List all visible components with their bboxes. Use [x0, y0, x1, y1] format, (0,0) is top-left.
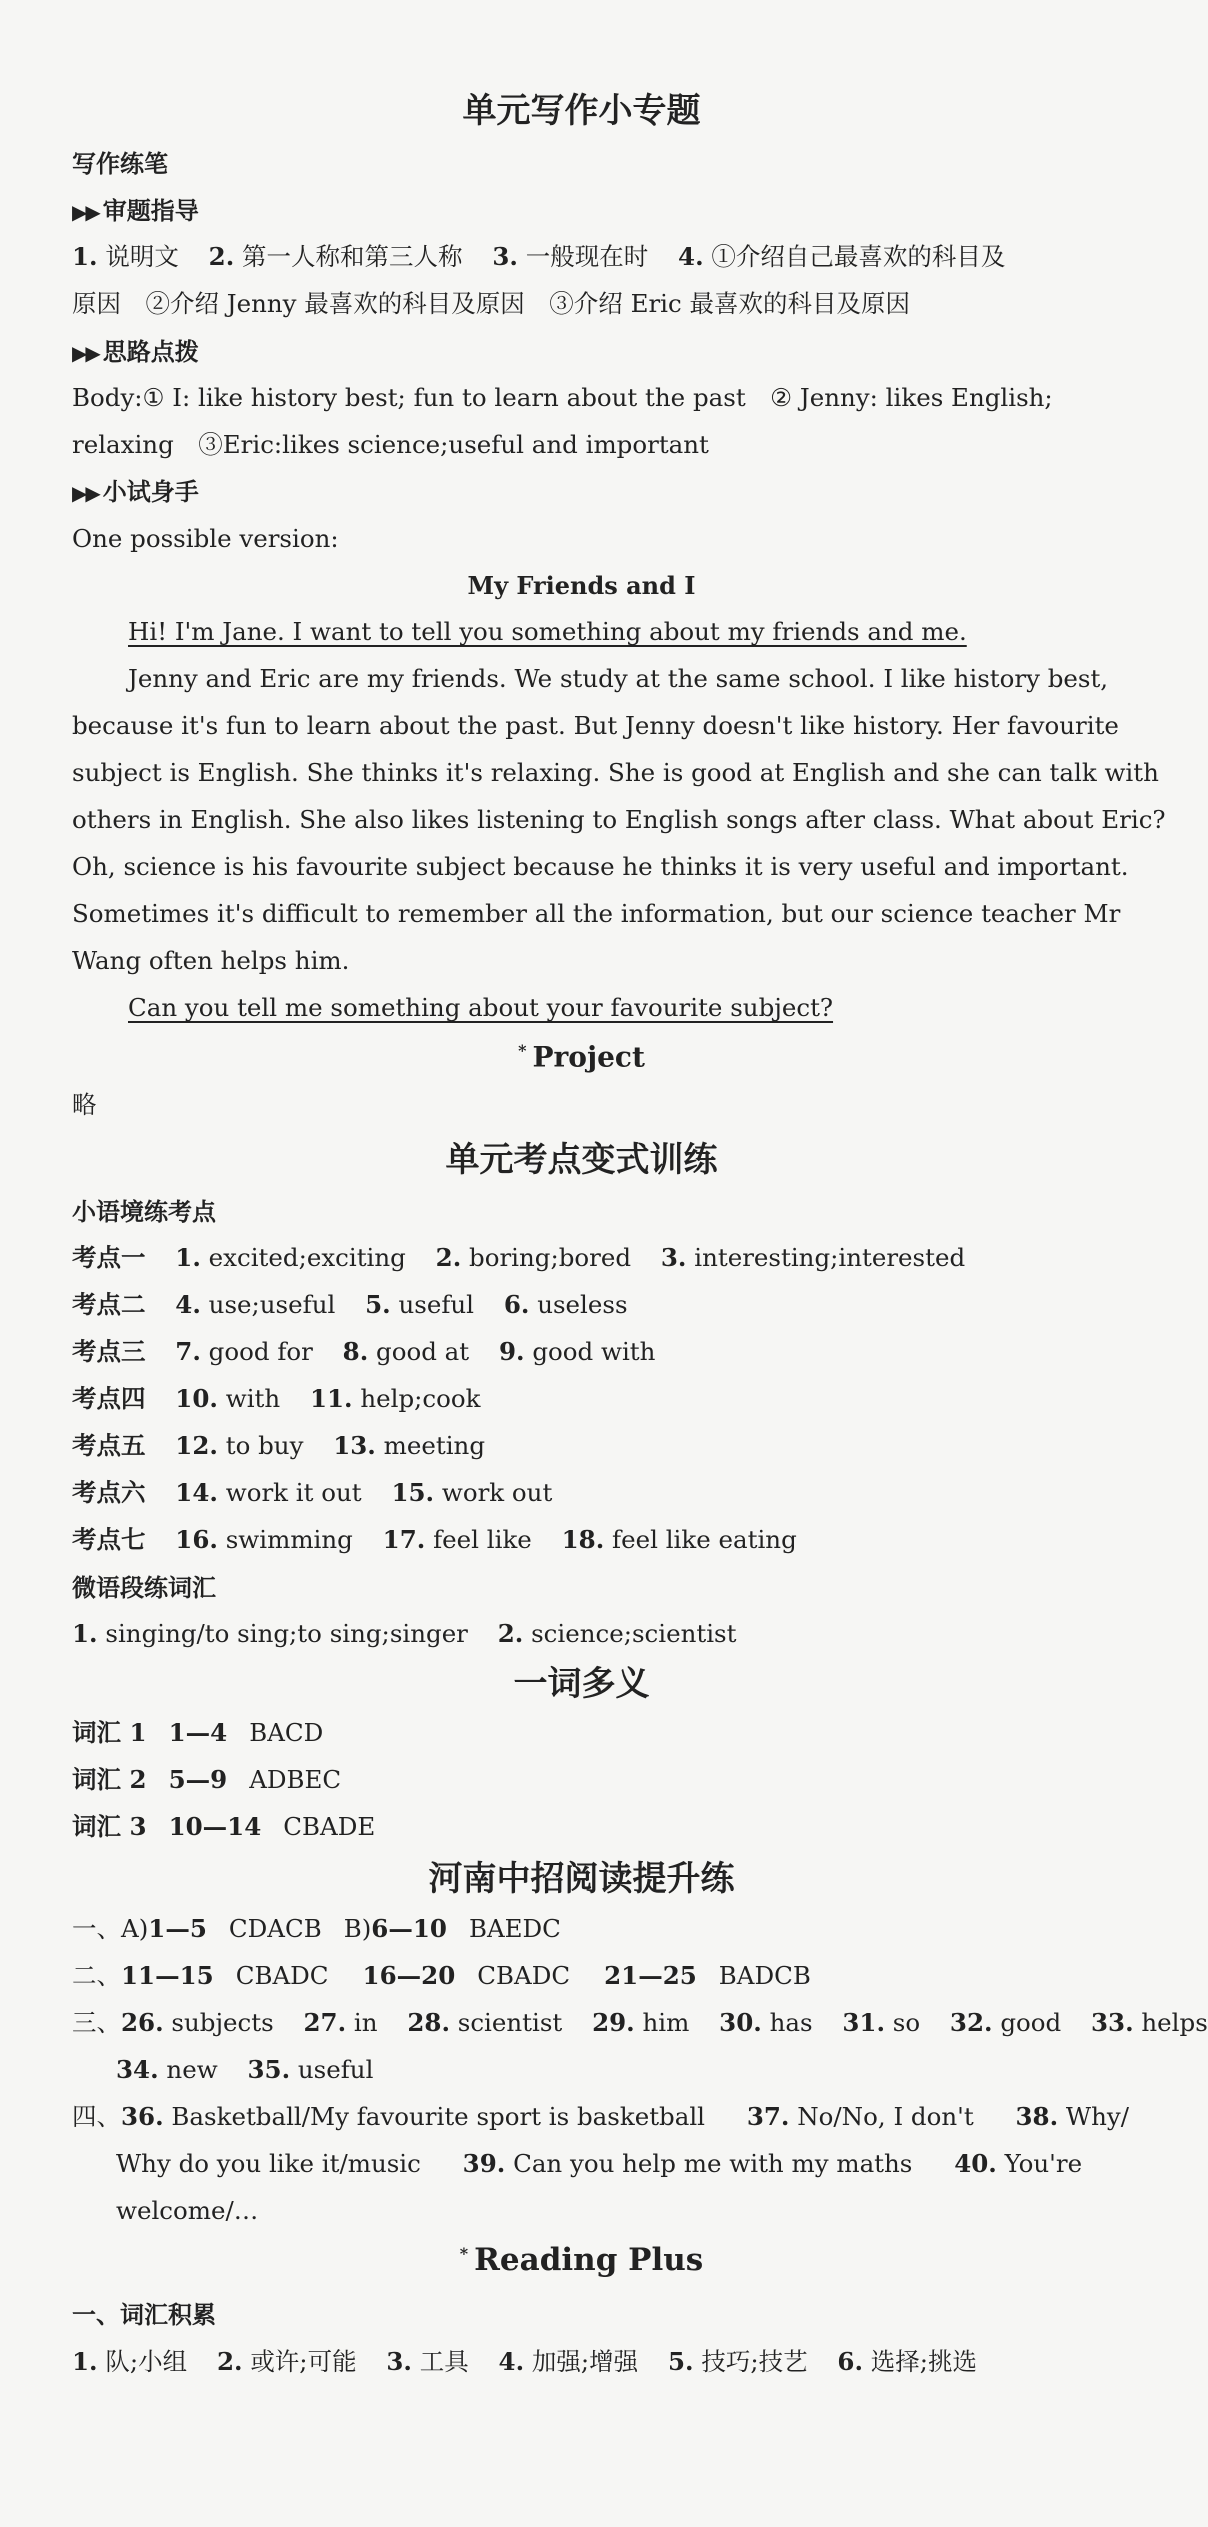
essay-title: My Friends and I — [467, 571, 696, 600]
essay-paragraph-3: Can you tell me something about your favourite subject? — [128, 993, 834, 1022]
ideas-line-1: Body:① I: like history best; fun to learn about the past ② Jenny: likes English; — [72, 383, 1053, 412]
test-point-row: 考点五 12. to buy 13. meeting — [72, 1431, 485, 1460]
section-title-polysemy: 一词多义 — [513, 1664, 650, 1704]
henan-row-4-end: welcome/… — [116, 2196, 259, 2225]
ideas-line-2: relaxing ③Eric:likes science;useful and important — [72, 430, 709, 459]
test-point-row: 考点六 14. work it out 15. work out — [72, 1478, 553, 1507]
henan-row-4: 四、36. Basketball/My favourite sport is basketball 37. No/No, I don't 38. Why/ — [72, 2102, 1129, 2131]
henan-row-3-cont: 34. new 35. useful — [116, 2055, 374, 2084]
analysis-line-2: 原因 ②介绍 Jenny 最喜欢的科目及原因 ③介绍 Eric 最喜欢的科目及原因 — [72, 289, 911, 318]
triangle-arrow-icon: ▶▶ — [72, 200, 99, 224]
essay-paragraph-1: Hi! I'm Jane. I want to tell you something about my friends and me. — [128, 617, 967, 646]
test-point-row: 考点三 7. good for 8. good at 9. good with — [72, 1337, 656, 1366]
triangle-arrow-icon: ▶▶ — [72, 341, 99, 365]
essay-intro: One possible version: — [72, 524, 339, 553]
henan-row-2: 二、11—15 CBADC 16—20 CBADC 21—25 BADCB — [72, 1961, 811, 1990]
reading-plus-answers: 1. 队;小组 2. 或许;可能 3. 工具 4. 加强;增强 5. 技巧;技艺 6. 选择;挑选 — [72, 2347, 978, 2376]
test-point-row: 考点四 10. with 11. help;cook — [72, 1384, 481, 1413]
henan-row-4-cont: Why do you like it/music 39. Can you help me with my maths 40. You're — [116, 2149, 1083, 2178]
essay-p2-line: subject is English. She thinks it's relaxing. She is good at English and she can talk with — [72, 758, 1159, 787]
vocab-answers: 1. singing/to sing;to sing;singer 2. science;scientist — [72, 1619, 737, 1648]
subheading-try: ▶▶ 小试身手 — [72, 477, 199, 506]
essay-p2-line: because it's fun to learn about the past. But Jenny doesn't like history. Her favourite — [72, 711, 1119, 740]
henan-row-3: 三、26. subjects 27. in 28. scientist 29. him 30. has 31. so 32. good 33. helps — [72, 2008, 1208, 2037]
subheading-vocab-accumulation: 一、词汇积累 — [72, 2300, 216, 2329]
triangle-arrow-icon: ▶▶ — [72, 481, 99, 505]
project-content: 略 — [72, 1090, 97, 1119]
subheading-vocab: 微语段练词汇 — [72, 1573, 216, 1602]
test-point-row: 考点二 4. use;useful 5. useful 6. useless — [72, 1290, 628, 1319]
essay-p2-line: Oh, science is his favourite subject because he thinks it is very useful and important. — [72, 852, 1129, 881]
subheading-ideas: ▶▶ 思路点拨 — [72, 337, 199, 366]
section-title-writing: 单元写作小专题 — [462, 91, 701, 131]
section-title-reading-plus: * Reading Plus — [459, 2242, 704, 2278]
essay-p2-line: others in English. She also likes listening to English songs after class. What about Eric? — [72, 805, 1166, 834]
subheading-practice: 写作练笔 — [72, 149, 168, 178]
essay-p2-line: Sometimes it's difficult to remember all the information, but our science teacher Mr — [72, 899, 1121, 928]
section-title-unit-test: 单元考点变式训练 — [445, 1140, 718, 1180]
essay-p2-line: Jenny and Eric are my friends. We study at the same school. I like history best, — [128, 664, 1109, 693]
section-title-henan: 河南中招阅读提升练 — [428, 1859, 735, 1899]
test-point-row: 考点一 1. excited;exciting 2. boring;bored 3. interesting;interested — [72, 1243, 966, 1272]
polysemy-row: 词汇 1 1—4 BACD — [72, 1718, 324, 1747]
analysis-line-1: 1. 说明文 2. 第一人称和第三人称 3. 一般现在时 4. ①介绍自己最喜欢的科目及 — [72, 242, 1006, 271]
test-point-row: 考点七 16. swimming 17. feel like 18. feel like eating — [72, 1525, 797, 1554]
polysemy-row: 词汇 2 5—9 ADBEC — [72, 1765, 342, 1794]
section-title-project: * Project — [518, 1040, 645, 1074]
subheading-analysis: ▶▶ 审题指导 — [72, 196, 199, 225]
polysemy-row: 词汇 3 10—14 CBADE — [72, 1812, 376, 1841]
subheading-context: 小语境练考点 — [72, 1197, 216, 1226]
essay-p2-line: Wang often helps him. — [72, 946, 350, 975]
henan-row-1: 一、A)1—5 CDACB B)6—10 BAEDC — [72, 1914, 561, 1943]
